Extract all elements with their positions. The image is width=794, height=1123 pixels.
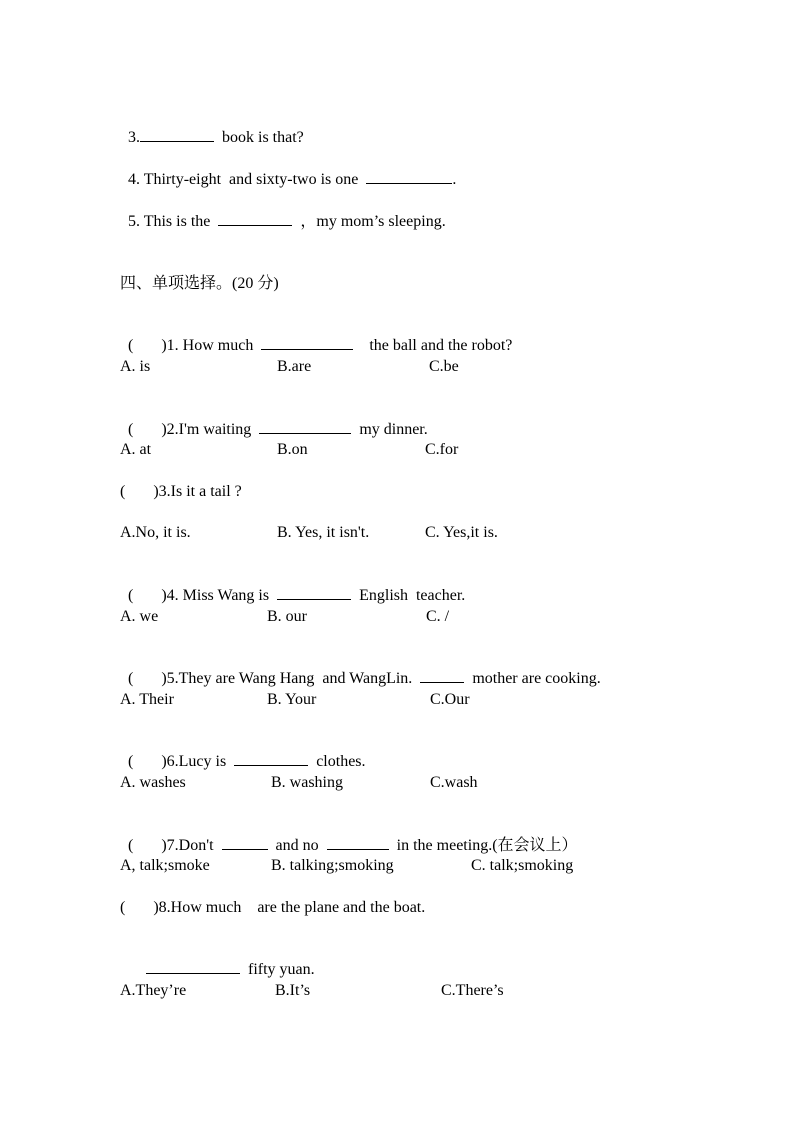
- question-7-blank-2[interactable]: [327, 835, 389, 850]
- question-7-option-c[interactable]: C. talk;smoking: [471, 857, 574, 874]
- question-5-blank[interactable]: [420, 668, 464, 683]
- question-4-prefix: ( )4. Miss Wang is: [128, 587, 278, 604]
- question-5-suffix: mother are cooking.: [464, 670, 601, 687]
- question-6-option-c[interactable]: C.wash: [430, 774, 478, 791]
- fill-in-5-prefix: 5. This is the: [128, 213, 219, 230]
- question-2-option-a[interactable]: A. at: [120, 441, 152, 458]
- section-title: 四、单项选择。(20 分): [120, 275, 279, 292]
- question-5-option-a[interactable]: A. Their: [120, 691, 174, 708]
- question-4-option-b[interactable]: B. our: [267, 608, 307, 625]
- question-2-option-b[interactable]: B.on: [277, 441, 308, 458]
- question-2-blank[interactable]: [259, 419, 351, 434]
- question-6-suffix: clothes.: [308, 753, 366, 770]
- question-6-prefix: ( )6.Lucy is: [128, 753, 235, 770]
- question-8-option-a[interactable]: A.They’re: [120, 982, 187, 999]
- fill-in-5-blank[interactable]: [218, 211, 292, 226]
- question-8-suffix: fifty yuan.: [240, 961, 315, 978]
- question-1-blank[interactable]: [261, 335, 353, 350]
- question-4-option-c[interactable]: C. /: [426, 608, 450, 625]
- question-8-blank[interactable]: [146, 959, 240, 974]
- question-6-option-a[interactable]: A. washes: [120, 774, 186, 791]
- fill-in-4-prefix: 4. Thirty-eight and sixty-two is one: [128, 171, 367, 188]
- fill-in-4-blank[interactable]: [366, 169, 452, 184]
- question-7-suffix: in the meeting.(在会议上）: [388, 837, 578, 854]
- question-8-answer-line: [138, 939, 315, 980]
- question-1-suffix: the ball and the robot?: [353, 337, 513, 354]
- question-2-prefix: ( )2.I'm waiting: [128, 421, 260, 438]
- question-2-option-c[interactable]: C.for: [425, 441, 459, 458]
- question-6-option-b[interactable]: B. washing: [271, 774, 343, 791]
- question-6-blank[interactable]: [234, 751, 308, 766]
- question-8-option-b[interactable]: B.It’s: [275, 982, 311, 999]
- question-3-option-a[interactable]: A.No, it is.: [120, 524, 191, 541]
- fill-in-5: [120, 191, 446, 232]
- question-8: ( )8.How much are the plane and the boat.: [120, 899, 426, 916]
- question-1-prefix: ( )1. How much: [128, 337, 262, 354]
- fill-in-5-suffix: ，my mom’s sleeping.: [292, 213, 446, 230]
- question-4-option-a[interactable]: A. we: [120, 608, 159, 625]
- fill-in-3-blank[interactable]: [140, 127, 214, 142]
- fill-in-4: [120, 149, 456, 190]
- question-1-option-c[interactable]: C.be: [429, 358, 459, 375]
- question-7-option-a[interactable]: A, talk;smoke: [120, 857, 210, 874]
- question-2: [120, 399, 428, 440]
- question-2-suffix: my dinner.: [351, 421, 428, 438]
- question-3: ( )3.Is it a tail ?: [120, 483, 242, 500]
- fill-in-4-suffix: .: [452, 171, 457, 188]
- question-7-blank-1[interactable]: [222, 835, 268, 850]
- question-6: [120, 731, 366, 772]
- fill-in-3-prefix: 3.: [128, 129, 140, 146]
- question-4-suffix: English teacher.: [351, 587, 466, 604]
- question-7-prefix: ( )7.Don't: [128, 837, 222, 854]
- question-8-option-c[interactable]: C.There’s: [441, 982, 504, 999]
- question-5-option-c[interactable]: C.Our: [430, 691, 470, 708]
- question-1-option-b[interactable]: B.are: [277, 358, 312, 375]
- question-7-middle: and no: [267, 837, 327, 854]
- fill-in-3: [120, 107, 304, 148]
- question-1: [120, 315, 512, 356]
- question-7: [120, 815, 578, 856]
- question-3-option-b[interactable]: B. Yes, it isn't.: [277, 524, 370, 541]
- fill-in-3-suffix: book is that?: [214, 129, 304, 146]
- question-4: [120, 565, 465, 606]
- question-5-option-b[interactable]: B. Your: [267, 691, 317, 708]
- question-5: [120, 648, 601, 689]
- question-1-option-a[interactable]: A. is: [120, 358, 151, 375]
- question-4-blank[interactable]: [277, 585, 351, 600]
- question-7-option-b[interactable]: B. talking;smoking: [271, 857, 394, 874]
- question-3-option-c[interactable]: C. Yes,it is.: [425, 524, 498, 541]
- question-5-prefix: ( )5.They are Wang Hang and WangLin.: [128, 670, 421, 687]
